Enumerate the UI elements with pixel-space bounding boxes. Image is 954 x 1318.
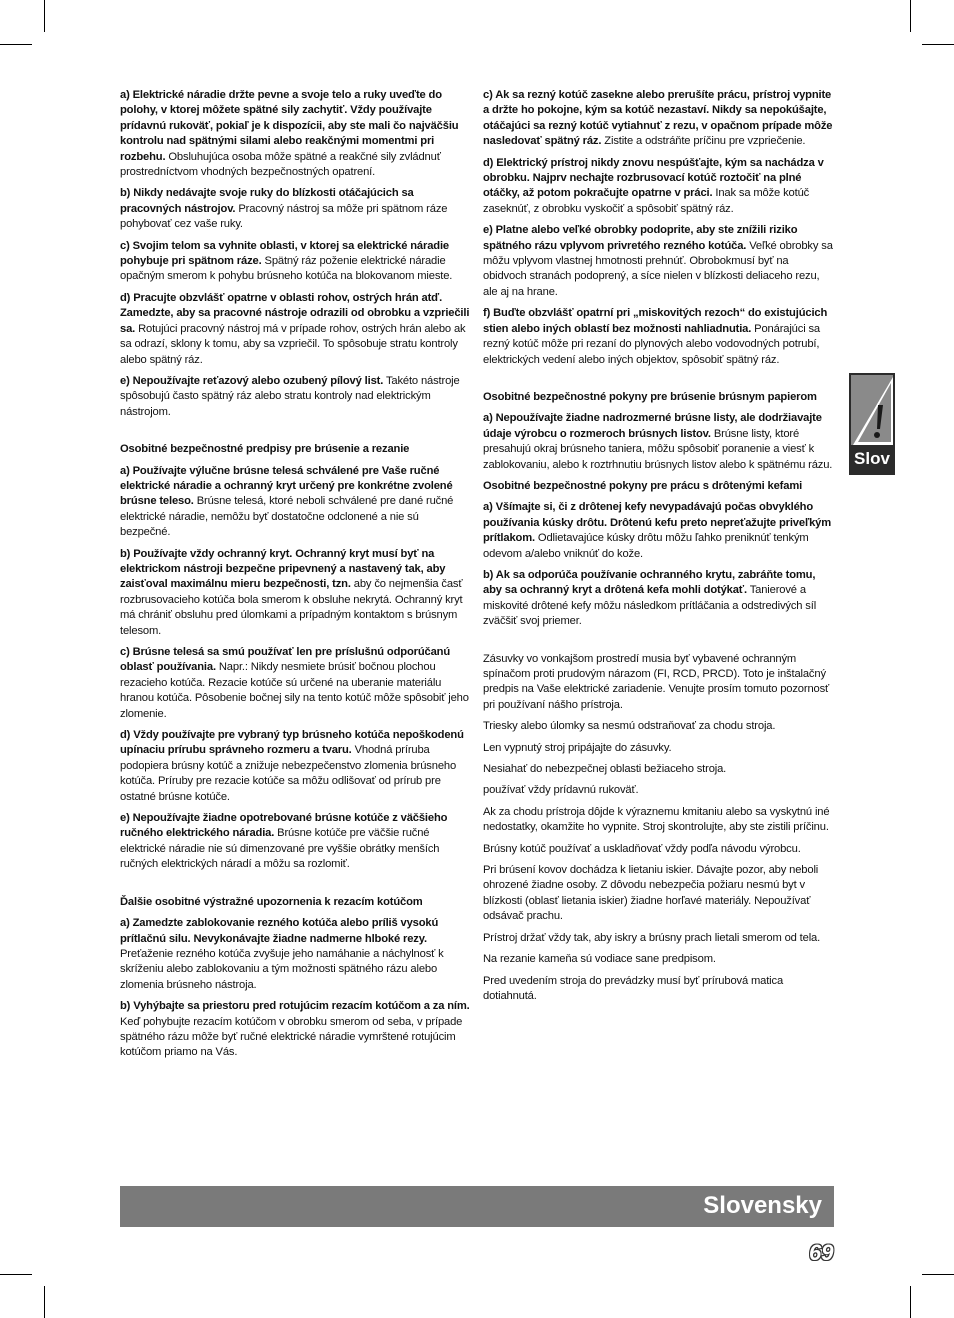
language-side-tab	[849, 373, 895, 475]
paragraph	[483, 783, 835, 798]
paragraph-body: Preťaženie rezného kotúča zvyšuje jeho namáhanie a náchylnosť k skríženiu alebo zablokovaniu a tým možnosti spätného rázu alebo zlomenia brúsneho nástroja.	[120, 947, 444, 991]
side-tab-label: Slov	[854, 449, 890, 468]
paragraph	[120, 547, 470, 639]
paragraph	[483, 88, 835, 150]
paragraph-body: Rotujúci pracovný nástroj má v prípade rohov, ostrých hrán alebo ak sa odrazí, sklony k tomu, aby sa vzpriečil. To spôsobuje stratu kontroly alebo spätný ráz.	[120, 322, 466, 366]
paragraph-lead: b) Používajte vždy ochranný kryt. Ochranný kryt musí byť na elektrickom nástroji bezpečne pripevnený a nastavený tak, aby zaisťoval maximálnu mieru bezpečnosti, tzn.	[120, 547, 446, 591]
paragraph-body: Prístroj držať vždy tak, aby iskry a brúsny prach lietali smerom od tela.	[483, 931, 821, 944]
paragraph-body: Vhodná príruba podopiera brúsny kotúč a znižuje nebezpečenstvo zlomenia brúsneho kotúča. Príruby pre rezacie kotúče sa môžu odlišovať od prírub pre ostatné brúsne kotúče.	[120, 744, 457, 803]
paragraph	[120, 291, 470, 368]
section-heading: Osobitné bezpečnostné predpisy pre brúsenie a rezanie	[120, 443, 410, 456]
paragraph-body: aby čo nejmenšia časť rozbrusovacieho kotúča bola smerom k obsluhe nekrytá. Ochranný kryt má chrániť obsluhu pred úlomkami a prípadným kontaktom s brúsnym telesom.	[120, 578, 463, 637]
paragraph-body: Pred uvedením stroja do prevádzky musí byť prírubová matica dotiahnutá.	[483, 974, 784, 1002]
banner-title: Slovensky	[703, 1192, 822, 1219]
paragraph-lead: d) Vždy používajte pre vybraný typ brúsneho kotúča nepoškodenú upínaciu prírubu správneho rozmeru a tvaru.	[120, 729, 464, 757]
paragraph-body: Odlietavajúce kúsky drôtu môžu ľahko preniknúť tenkým odevom a/alebo vniknúť do kože.	[483, 532, 809, 560]
paragraph-body: Len vypnutý stroj pripájajte do zásuvky.	[483, 741, 672, 754]
paragraph	[120, 728, 470, 805]
paragraph	[120, 464, 470, 541]
paragraph	[483, 652, 835, 714]
paragraph	[120, 916, 470, 993]
paragraph	[483, 974, 835, 1005]
paragraph	[120, 186, 470, 232]
paragraph-lead: c) Ak sa rezný kotúč zasekne alebo prerušíte prácu, prístroj vypnite a držte ho pokojne, kým sa kotúč nezastaví. Nikdy sa nepokúšajte, otáčajúci sa rezný kotúč vytiahnuť z rezu, v opačnom prípade môže nasledovať spätný ráz.	[483, 89, 833, 148]
crop-mark	[44, 1286, 45, 1318]
paragraph	[483, 223, 835, 300]
left-column	[120, 88, 470, 1067]
paragraph	[483, 306, 835, 368]
crop-mark	[44, 0, 45, 32]
paragraph-lead: b) Nikdy nedávajte svoje ruky do blízkosti otáčajúcich sa pracovných nástrojov.	[120, 187, 414, 215]
paragraph	[483, 719, 835, 734]
paragraph-body: Brúsne listy, ktoré presahujú okraj brúsneho taniera, môžu spôsobiť poranenie a viesť k zablokovaniu, alebo k roztrhnutiu brúsnych listov alebo k spätnému rázu.	[483, 427, 833, 471]
section-gap	[120, 879, 470, 895]
paragraph-lead: a) Elektrické náradie držte pevne a svoje telo a ruky uveďte do polohy, v ktorej môžete spätné sily zachytiť. Vždy používajte prídavnú rukoväť, pokiaľ je k dispozícii, aby ste mali čo najväčšiu kontrolu nad spätnými silami alebo reakčnými momentmi pri rozbehu.	[120, 89, 459, 163]
paragraph-body: Napr.: Nikdy nesmiete brúsiť bočnou plochou rezacieho kotúča. Rezacie kotúče sú určené na uberanie materiálu hranou kotúča. Pôsobenie bočnej sily na tento kotúč môže spôsobiť jeho zlomenie.	[120, 661, 469, 720]
paragraph-lead: e) Nepoužívajte reťazový alebo ozubený pílový list.	[120, 374, 384, 387]
paragraph-body: Keď pohybujte rezacím kotúčom v obrobku smerom od seba, v prípade spätného rázu môže byť ručné elektrické náradie vymrštené rotujúcim kotúčom priamo na Vás.	[120, 1015, 463, 1059]
paragraph-lead: a) Nepoužívajte žiadne nadrozmerné brúsne listy, ale dodržiavajte údaje výrobcu o rozmeroch brúsnych listov.	[483, 412, 822, 440]
paragraph	[120, 999, 470, 1061]
paragraph	[120, 374, 470, 420]
paragraph-body: Veľké obrobky sa môžu vplyvom vlastnej hmotnosti prehnúť. Obrobokmusí byť na obidvoch stranách podoprený, a síce nielen v blízkosti deliaceho rezu, ale aj na hrane.	[483, 239, 833, 298]
section-heading: Ďalšie osobitné výstražné upozornenia k rezacím kotúčom	[120, 895, 423, 908]
paragraph-lead: e) Nepoužívajte žiadne opotrebované brúsne kotúče z väčšieho ručného elektrického náradia.	[120, 812, 448, 840]
paragraph	[483, 952, 835, 967]
paragraph-body: Nesiahať do nebezpečnej oblasti bežiaceho stroja.	[483, 763, 727, 776]
section-gap	[120, 426, 470, 442]
crop-mark	[922, 44, 954, 45]
paragraph-body: Ponárajúci sa rezný kotúč môže pri rezaní do plynových alebo vodovodných potrubí, elektrických vedení alebo iných objektov, spôsobiť spätný ráz.	[483, 322, 820, 366]
paragraph-lead: e) Platne alebo veľké obrobky podoprite, aby ste znížili riziko spätného rázu vplyvom privretého rezného kotúča.	[483, 224, 798, 252]
paragraph-body: Na rezanie kameňa sú vodiace sane predpisom.	[483, 953, 716, 966]
paragraph-body: Takéto nástroje spôsobujú často spätný ráz alebo stratu kontroly nad elektrickým nástrojom.	[120, 374, 460, 418]
paragraph-lead: a) Používajte výlučne brúsne telesá schválené pre Vaše ručné elektrické náradie a ochranný kryt určený pre konkrétne zvolené brúsne teleso.	[120, 464, 453, 508]
crop-mark	[910, 0, 911, 32]
page-number: 69	[809, 1240, 834, 1265]
paragraph-lead: a) Zamedzte zablokovanie rezného kotúča alebo príliš vysokú prítlačnú silu. Nevykonávajte žiadne nadmerne hlboké rezy.	[120, 917, 439, 945]
paragraph	[483, 762, 835, 777]
paragraph-body: Zásuvky vo vonkajšom prostredí musia byť vybavené ochranným spínačom proti prudovým nárazom (FI, RCD, PRCD). Toto je inštalačný predpis na Vaše elektrické zariadenie. Venujte prosím tomuto pozornosť pri používaní nášho prístroja.	[483, 652, 830, 711]
paragraph-body: Brúsny kotúč používať a uskladňovať vždy podľa návodu výrobcu.	[483, 842, 801, 855]
paragraph	[120, 88, 470, 180]
crop-mark	[0, 44, 32, 45]
warning-icon	[851, 375, 893, 445]
paragraph-lead: b) Ak sa odporúča používanie ochranného krytu, zabráňte tomu, aby sa ochranný kryt a drôtená kefa mohli dotýkať.	[483, 568, 816, 597]
paragraph	[483, 500, 835, 562]
section-heading: Osobitné bezpečnostné pokyny pre prácu s drôtenými kefami	[483, 479, 803, 492]
paragraph	[483, 931, 835, 946]
crop-mark	[922, 1274, 954, 1275]
section-heading: Osobitné bezpečnostné pokyny pre brúsenie brúsnym papierom	[483, 390, 817, 403]
paragraph-lead: d) Pracujte obzvlášť opatrne v oblasti rohov, ostrých hrán atď. Zamedzte, aby sa pracovné nástroje odrazili od obrobku a vzpriečili sa.	[120, 291, 470, 335]
paragraph	[483, 156, 835, 218]
paragraph	[483, 411, 835, 473]
paragraph-body: Inak sa môže kotúč zaseknúť, z obrobku vyskočiť a spôsobiť spätný ráz.	[483, 187, 810, 215]
paragraph-lead: a) Všímajte si, či z drôtenej kefy nevypadávajú počas obvyklého používania kúsky drôtu. Drôtenú kefu preto nepreťažujte priveľkým prítlakom.	[483, 501, 832, 545]
paragraph-body: používať vždy prídavnú rukoväť.	[483, 784, 639, 797]
paragraph-lead: c) Svojim telom sa vyhnite oblasti, v ktorej sa elektrické náradie pohybuje pri spätnom ráze.	[120, 239, 449, 268]
paragraph	[483, 842, 835, 857]
paragraph-body: Spätný ráz poženie elektrické náradie opačným smerom k pohybu brúsneho kotúča na blokovanom mieste.	[120, 255, 453, 283]
section-gap	[483, 374, 835, 390]
paragraph	[120, 645, 470, 722]
paragraph-body: Zistite a odstráňte príčinu pre vzpriečenie.	[601, 135, 806, 148]
paragraph-body: Ak za chodu prístroja dôjde k výraznemu kmitaniu alebo sa vyskytnú iné nedostatky, okamžite ho vypnite. Stroj skontrolujte, aby ste zistili príčinu.	[483, 805, 830, 834]
paragraph	[483, 741, 835, 756]
paragraph	[120, 811, 470, 873]
paragraph-body: Brúsne kotúče pre väčšie ručné elektrické náradie nie sú dimenzované pre vyššie obrátky menších ručných elektrických náradí a môžu sa rozlomiť.	[120, 827, 440, 871]
paragraph	[483, 568, 835, 630]
section-gap	[483, 636, 835, 652]
crop-mark	[0, 1274, 32, 1275]
paragraph-lead: d) Elektrický prístroj nikdy znovu nespúšťajte, kým sa nachádza v obrobku. Najprv nechajte rozbrusovací kotúč roztočiť na plné otáčky, až potom pokračujte opatrne v práci.	[483, 156, 824, 200]
language-banner	[120, 1186, 834, 1227]
right-column	[483, 88, 835, 1010]
paragraph	[120, 239, 470, 285]
paragraph-body: Triesky alebo úlomky sa nesmú odstraňovať za chodu stroja.	[483, 720, 776, 733]
paragraph	[483, 805, 835, 836]
paragraph-body: Pracovný nástroj sa môže pri spätnom ráze pohybovať cez vaše ruky.	[120, 202, 448, 231]
paragraph-body: Tanierové a miskovité drôtené kefy môžu následkom prítláčania a odstredivých síl zväčšiť svoj priemer.	[483, 584, 817, 628]
crop-mark	[910, 1286, 911, 1318]
paragraph-body: Brúsne telesá, ktoré neboli schválené pre dané ručné elektrické náradie, nemôžu byť dostatočne odclonené a nie sú bezpečné.	[120, 495, 454, 539]
paragraph-lead: c) Brúsne telesá sa smú používať len pre príslušnú odporúčanú oblasť používania.	[120, 646, 451, 674]
paragraph-lead: b) Vyhýbajte sa priestoru pred rotujúcim rezacím kotúčom a za ním.	[120, 1000, 470, 1013]
paragraph-body: Pri brúsení kovov dochádza k lietaniu iskier. Dávajte pozor, aby neboli ohrozené žiadne osoby. Z dôvodu nebezpečia požiaru nesmú byt v blízkosti (oblasť lietania iskier) žiadne horľavé materiály. Nepoužívať odsávač prachu.	[483, 864, 819, 923]
paragraph-lead: f) Buďte obzvlášť opatrní pri „miskovitých rezoch“ do existujúcich stien alebo iných oblastí bez možnosti nahliadnutia.	[483, 307, 828, 335]
paragraph	[483, 863, 835, 925]
paragraph-body: Obsluhujúca osoba môže spätné a reakčné sily zvládnuť prostredníctvom vhodných bezpečnostných opatrení.	[120, 150, 441, 179]
